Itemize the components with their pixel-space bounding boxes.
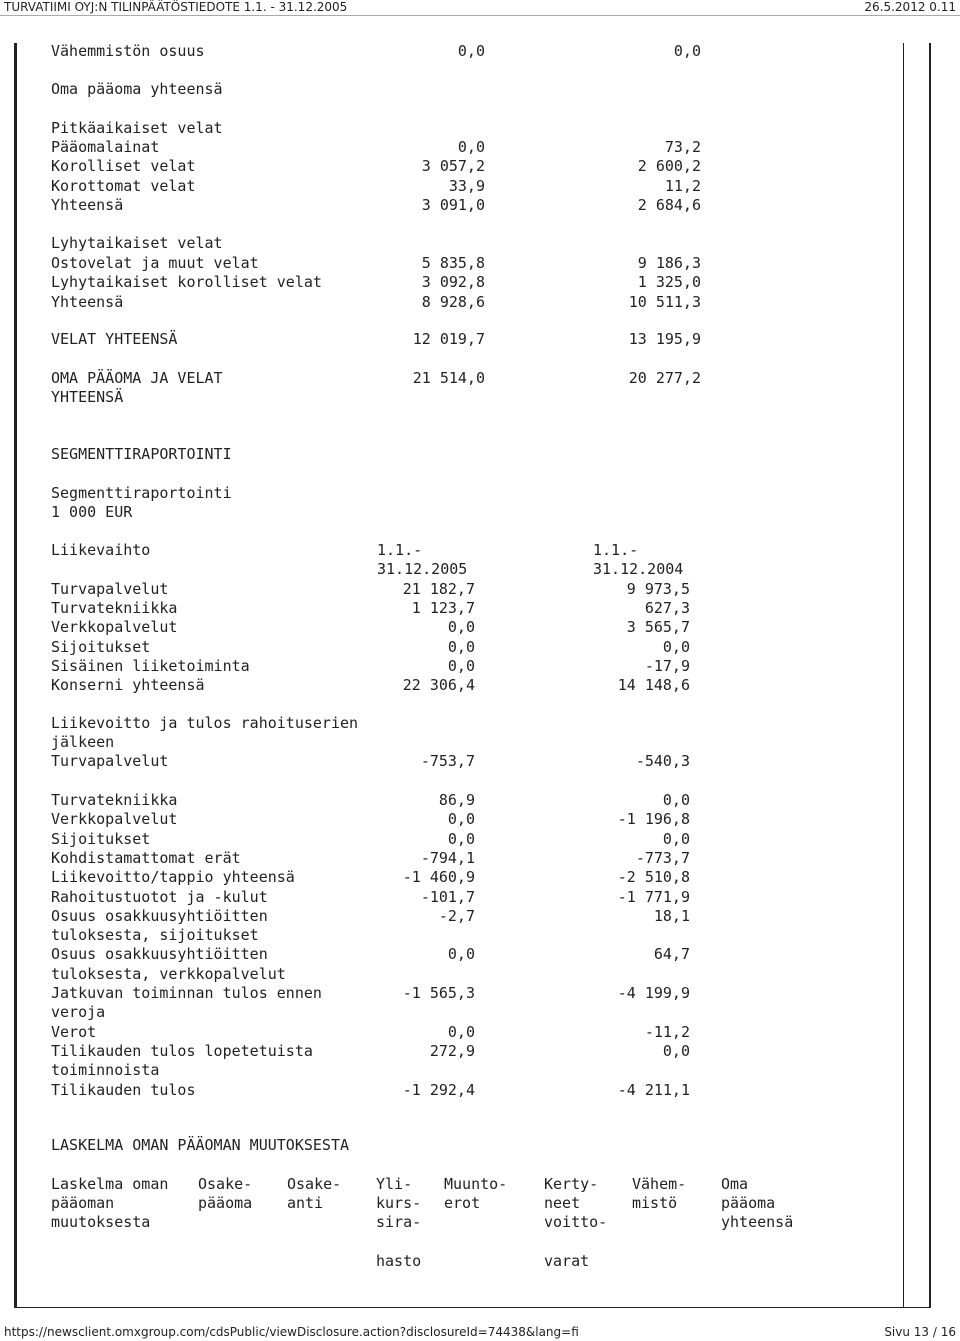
section-heading: Pitkäaikaiset velat [51, 119, 223, 137]
value-2005: 12 019,7 [412, 330, 485, 348]
value-2005: 3 057,2 [421, 157, 485, 176]
value-2005: 33,9 [448, 176, 485, 195]
value-2005: 5 835,8 [421, 254, 485, 272]
value-2004: 18,1 [653, 906, 690, 925]
value-2004: 13 195,9 [628, 330, 701, 348]
section-heading: Lyhytaikaiset velat [51, 234, 223, 252]
unit-label: 1 000 EUR [51, 503, 133, 521]
column-header: hasto [376, 1251, 422, 1270]
row-label: Sijoitukset [51, 829, 151, 848]
column-header: muutoksesta [51, 1213, 151, 1232]
value-2004: 0,0 [673, 42, 701, 60]
row-label: Ostovelat ja muut velat [51, 254, 259, 272]
value-2005: 0,0 [447, 618, 475, 637]
value-2004: -1 196,8 [617, 810, 690, 829]
row-label: Turvatekniikka [51, 599, 178, 618]
value-2004: 9 973,5 [626, 580, 690, 598]
value-2004: 64,7 [653, 945, 690, 964]
value-2005: 22 306,4 [402, 676, 475, 694]
value-2004: 0,0 [662, 791, 690, 809]
row-label: Pääomalainat [51, 138, 160, 156]
row-label: Osuus osakkuusyhtiöitten [51, 945, 268, 964]
row-label: Verkkopalvelut [51, 618, 178, 637]
row-label: Tilikauden tulos [51, 1080, 196, 1099]
row-label: Turvatekniikka [51, 791, 178, 809]
value-2005: -794,1 [420, 848, 475, 867]
value-2005: 0,0 [447, 945, 475, 964]
column-header: Yli- [376, 1175, 413, 1193]
value-2005: 1 123,7 [411, 599, 475, 618]
value-2004: 3 565,7 [626, 618, 690, 637]
column-header: 31.12.2004 [593, 560, 684, 578]
column-header: Oma [721, 1175, 749, 1193]
column-header: 31.12.2005 [377, 560, 468, 578]
row-label: Lyhytaikaiset korolliset velat [51, 273, 322, 292]
column-header: Muunto- [444, 1175, 508, 1193]
column-header: anti [287, 1194, 324, 1213]
value-2005: 21 182,7 [402, 580, 475, 598]
value-2005: 0,0 [447, 656, 475, 675]
value-2004: 20 277,2 [628, 369, 701, 387]
value-2005: 0,0 [447, 810, 475, 829]
section-heading: SEGMENTTIRAPORTOINTI [51, 445, 232, 463]
value-2005: -753,7 [420, 752, 475, 770]
value-2004: 10 511,3 [628, 292, 701, 311]
row-label: Yhteensä [51, 195, 124, 214]
row-label: Sisäinen liiketoiminta [51, 656, 250, 675]
value-2004: -773,7 [635, 848, 690, 867]
value-2004: -2 510,8 [617, 868, 690, 887]
section-heading: jälkeen [51, 733, 115, 751]
section-heading: Oma pääoma yhteensä [51, 80, 223, 98]
row-label: Kohdistamattomat erät [51, 848, 241, 867]
section-heading: Liikevoitto ja tulos rahoituserien [51, 714, 359, 732]
column-header: neet [544, 1194, 581, 1213]
value-2004: 2 600,2 [637, 157, 701, 176]
row-label: Liikevaihto [51, 541, 151, 559]
value-2005: -101,7 [420, 887, 475, 906]
value-2004: -4 211,1 [617, 1080, 690, 1099]
section-heading: LASKELMA OMAN PÄÄOMAN MUUTOKSESTA [51, 1136, 350, 1154]
column-header: pääoma [198, 1194, 253, 1213]
value-2005: 8 928,6 [421, 292, 485, 311]
row-label: Vähemmistön osuus [51, 42, 205, 60]
row-label: Sijoitukset [51, 637, 151, 656]
row-label: Liikevoitto/tappio yhteensä [51, 868, 295, 887]
row-label: OMA PÄÄOMA JA VELAT [51, 369, 223, 387]
value-2004: 0,0 [662, 1041, 690, 1060]
value-2005: 0,0 [447, 829, 475, 848]
column-header: voitto- [544, 1213, 608, 1232]
page-footer [0, 1324, 960, 1340]
value-2005: 0,0 [447, 1022, 475, 1041]
page-number: Sivu 13 / 16 [884, 1325, 956, 1339]
value-2005: 3 092,8 [421, 273, 485, 292]
value-2004: -1 771,9 [617, 887, 690, 906]
column-header: kurs- [376, 1194, 422, 1213]
row-label: Tilikauden tulos lopetetuista [51, 1041, 313, 1060]
value-2005: 21 514,0 [412, 369, 485, 387]
value-2004: 2 684,6 [637, 195, 701, 214]
value-2004: 73,2 [664, 138, 701, 156]
value-2005: 0,0 [457, 42, 485, 60]
row-label: Verot [51, 1022, 97, 1041]
row-label-continued: tuloksesta, verkkopalvelut [51, 964, 286, 983]
value-2005: -1 292,4 [402, 1080, 475, 1099]
column-header: erot [444, 1194, 481, 1213]
value-2004: 1 325,0 [637, 273, 701, 292]
row-label-continued: toiminnoista [51, 1061, 160, 1080]
value-2004: 0,0 [662, 829, 690, 848]
row-label: YHTEENSÄ [51, 388, 124, 406]
column-header: Kerty- [544, 1175, 599, 1193]
value-2004: -17,9 [644, 656, 690, 675]
column-header: 1.1.- [377, 541, 423, 559]
section-subheading: Segmenttiraportointi [51, 484, 232, 502]
value-2005: 0,0 [457, 138, 485, 156]
row-label: Verkkopalvelut [51, 810, 178, 829]
value-2005: 86,9 [438, 791, 475, 809]
column-header: Vähem- [632, 1175, 687, 1193]
column-header: Osake- [287, 1175, 342, 1193]
row-label: Turvapalvelut [51, 752, 169, 770]
value-2004: -540,3 [635, 752, 690, 770]
source-url[interactable]: https://newsclient.omxgroup.com/cdsPublic/viewDisclosure.action?disclosureId=74438&lang=fi [4, 1325, 579, 1339]
document-title: TURVATIIMI OYJ:N TILINPÄÄTÖSTIEDOTE 1.1. - 31.12.2005 [4, 0, 348, 14]
column-header: yhteensä [721, 1213, 794, 1232]
value-2005: 272,9 [429, 1041, 475, 1060]
value-2004: -11,2 [644, 1022, 690, 1041]
row-label: VELAT YHTEENSÄ [51, 330, 178, 348]
value-2004: 0,0 [662, 637, 690, 656]
value-2004: 9 186,3 [637, 254, 701, 272]
column-header: pääoman [51, 1194, 115, 1213]
column-header: mistö [632, 1194, 678, 1213]
column-header: Osake- [198, 1175, 253, 1193]
row-label: Korolliset velat [51, 157, 196, 176]
row-label: Korottomat velat [51, 176, 196, 195]
row-label: Yhteensä [51, 292, 124, 311]
value-2005: 0,0 [447, 637, 475, 656]
row-label: Turvapalvelut [51, 580, 169, 598]
value-2005: 3 091,0 [421, 195, 485, 214]
row-label: Konserni yhteensä [51, 676, 205, 694]
value-2005: -1 460,9 [402, 868, 475, 887]
row-label-continued: veroja [51, 1003, 106, 1022]
column-header: varat [544, 1251, 590, 1270]
row-label-continued: tuloksesta, sijoitukset [51, 926, 259, 945]
row-label: Jatkuvan toiminnan tulos ennen [51, 984, 322, 1002]
print-date: 26.5.2012 0.11 [864, 0, 956, 14]
column-header: Laskelma oman [51, 1175, 169, 1193]
row-label: Osuus osakkuusyhtiöitten [51, 906, 268, 925]
value-2004: 14 148,6 [617, 676, 690, 694]
value-2005: -1 565,3 [402, 984, 475, 1002]
row-label: Rahoitustuotot ja -kulut [51, 887, 268, 906]
column-header: 1.1.- [593, 541, 639, 559]
column-header: pääoma [721, 1194, 776, 1213]
value-2005: -2,7 [438, 906, 475, 925]
value-2004: -4 199,9 [617, 984, 690, 1002]
value-2004: 11,2 [664, 176, 701, 195]
column-header: sira- [376, 1213, 422, 1232]
value-2004: 627,3 [644, 599, 690, 618]
